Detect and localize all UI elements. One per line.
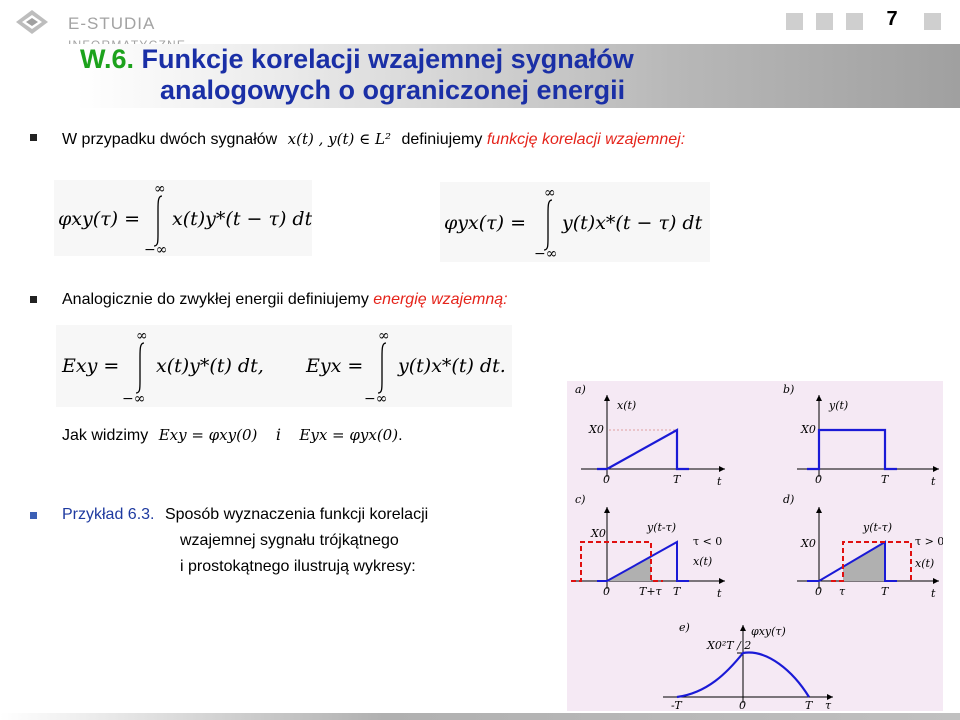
svg-text:−∞: −∞	[364, 391, 388, 407]
equation-phi-yx	[440, 182, 710, 262]
svg-text:T: T	[881, 473, 889, 486]
svg-text:φxy(τ): φxy(τ)	[751, 625, 786, 638]
energy-phi-yx: Eyx = φyx(0)	[299, 426, 399, 444]
svg-text:y(t-τ): y(t-τ)	[647, 521, 677, 534]
title-number: W.6.	[80, 44, 135, 74]
svg-text:t: t	[717, 587, 722, 600]
logo-icon	[8, 4, 58, 40]
logo	[8, 4, 268, 40]
nav-square-4[interactable]	[924, 13, 941, 30]
svg-text:T+τ: T+τ	[639, 585, 662, 598]
svg-text:0: 0	[739, 699, 746, 711]
highlight-correlation: funkcję korelacji wzajemnej:	[486, 131, 686, 148]
nav-square-1[interactable]	[786, 13, 803, 30]
panel-a	[575, 383, 725, 488]
svg-text:τ: τ	[839, 585, 846, 598]
logo-text: E-STUDIA	[68, 14, 155, 33]
svg-text:∞: ∞	[136, 328, 148, 344]
eq2-lower: −∞	[534, 246, 558, 262]
jak-widzimy-line: Jak widzimy Exy = φxy(0) i Eyx = φyx(0).	[62, 425, 403, 444]
eq3-integrand2: y(t)x*(t) dt.	[398, 355, 506, 377]
equation-phi-xy	[54, 180, 312, 256]
panel-d	[783, 493, 943, 600]
eq2-upper: ∞	[544, 185, 556, 201]
eq1-lower: −∞	[144, 242, 168, 256]
svg-text:X0²T / 2: X0²T / 2	[707, 639, 752, 652]
footer-bar	[0, 713, 960, 720]
nav-square-3[interactable]	[846, 13, 863, 30]
svg-text:X0: X0	[589, 423, 604, 436]
svg-text:τ: τ	[825, 699, 832, 711]
svg-text:t: t	[931, 475, 936, 488]
bullet2-text: Analogicznie do zwykłej energii definiujemy energię wzajemną:	[62, 291, 508, 308]
svg-text:T: T	[673, 473, 681, 486]
eq3-lhs1: Exy =	[62, 355, 120, 377]
svg-text:0: 0	[603, 473, 610, 486]
svg-text:τ > 0: τ > 0	[915, 535, 943, 548]
bullet1-text: W przypadku dwóch sygnałów x(t) , y(t) ∈ L² definiujemy funkcję korelacji wzajemnej:	[62, 130, 686, 148]
svg-text:x(t): x(t)	[693, 555, 713, 568]
svg-text:x(t): x(t)	[617, 399, 637, 412]
panel-c	[571, 493, 725, 600]
panel-e	[663, 621, 833, 711]
energy-phi-xy: Exy = φxy(0)	[158, 426, 258, 444]
svg-text:x(t): x(t)	[915, 557, 935, 570]
svg-text:0: 0	[603, 585, 610, 598]
svg-text:t: t	[717, 475, 722, 488]
svg-text:e): e)	[679, 621, 690, 634]
eq1-integrand: x(t)y*(t − τ) dt	[172, 208, 312, 230]
eq2-integrand: y(t)x*(t − τ) dt	[562, 212, 703, 234]
svg-text:τ < 0: τ < 0	[693, 535, 723, 548]
page-title: W.6. Funkcje korelacji wzajemnej sygnałów analogowych o ograniczonej energii	[80, 44, 634, 105]
svg-text:0: 0	[815, 473, 822, 486]
svg-text:X0: X0	[801, 423, 816, 436]
svg-text:y(t): y(t)	[829, 399, 849, 412]
svg-text:−∞: −∞	[122, 391, 146, 407]
svg-text:c): c)	[575, 493, 586, 506]
svg-text:a): a)	[575, 383, 586, 396]
svg-text:T: T	[673, 585, 681, 598]
bullet-2	[30, 296, 37, 303]
svg-text:T: T	[881, 585, 889, 598]
eq3-lhs2: Eyx =	[306, 355, 364, 377]
panel-b	[783, 383, 939, 488]
svg-text:y(t-τ): y(t-τ)	[863, 521, 893, 534]
bullet-example	[30, 512, 37, 519]
eq2-lhs: φyx(τ) =	[444, 212, 527, 234]
equation-energy	[56, 325, 512, 407]
svg-text:X0: X0	[591, 527, 606, 540]
svg-text:d): d)	[783, 493, 795, 506]
svg-text:-T: -T	[671, 699, 682, 711]
svg-text:t: t	[931, 587, 936, 600]
nav-square-2[interactable]	[816, 13, 833, 30]
example-label: Przykład 6.3.	[62, 506, 155, 523]
example-line2: wzajemnej sygnału trójkątnego	[180, 532, 399, 549]
svg-text:∞: ∞	[378, 328, 390, 344]
example-line3: i prostokątnego ilustrują wykresy:	[180, 558, 416, 575]
svg-text:T: T	[805, 699, 813, 711]
svg-text:X0: X0	[801, 537, 816, 550]
signals-formula: x(t) , y(t) ∈ L²	[287, 130, 391, 148]
eq1-upper: ∞	[154, 181, 166, 197]
svg-text:b): b)	[783, 383, 795, 396]
page-number: 7	[886, 8, 898, 30]
highlight-energy: energię wzajemną:	[373, 291, 508, 308]
eq3-integrand1: x(t)y*(t) dt,	[156, 355, 264, 377]
svg-text:0: 0	[815, 585, 822, 598]
eq1-lhs: φxy(τ) =	[58, 208, 141, 230]
figure-panels	[567, 381, 943, 711]
example-line1: Przykład 6.3. Sposób wyznaczenia funkcji korelacji	[62, 506, 429, 523]
bullet-1	[30, 134, 37, 141]
